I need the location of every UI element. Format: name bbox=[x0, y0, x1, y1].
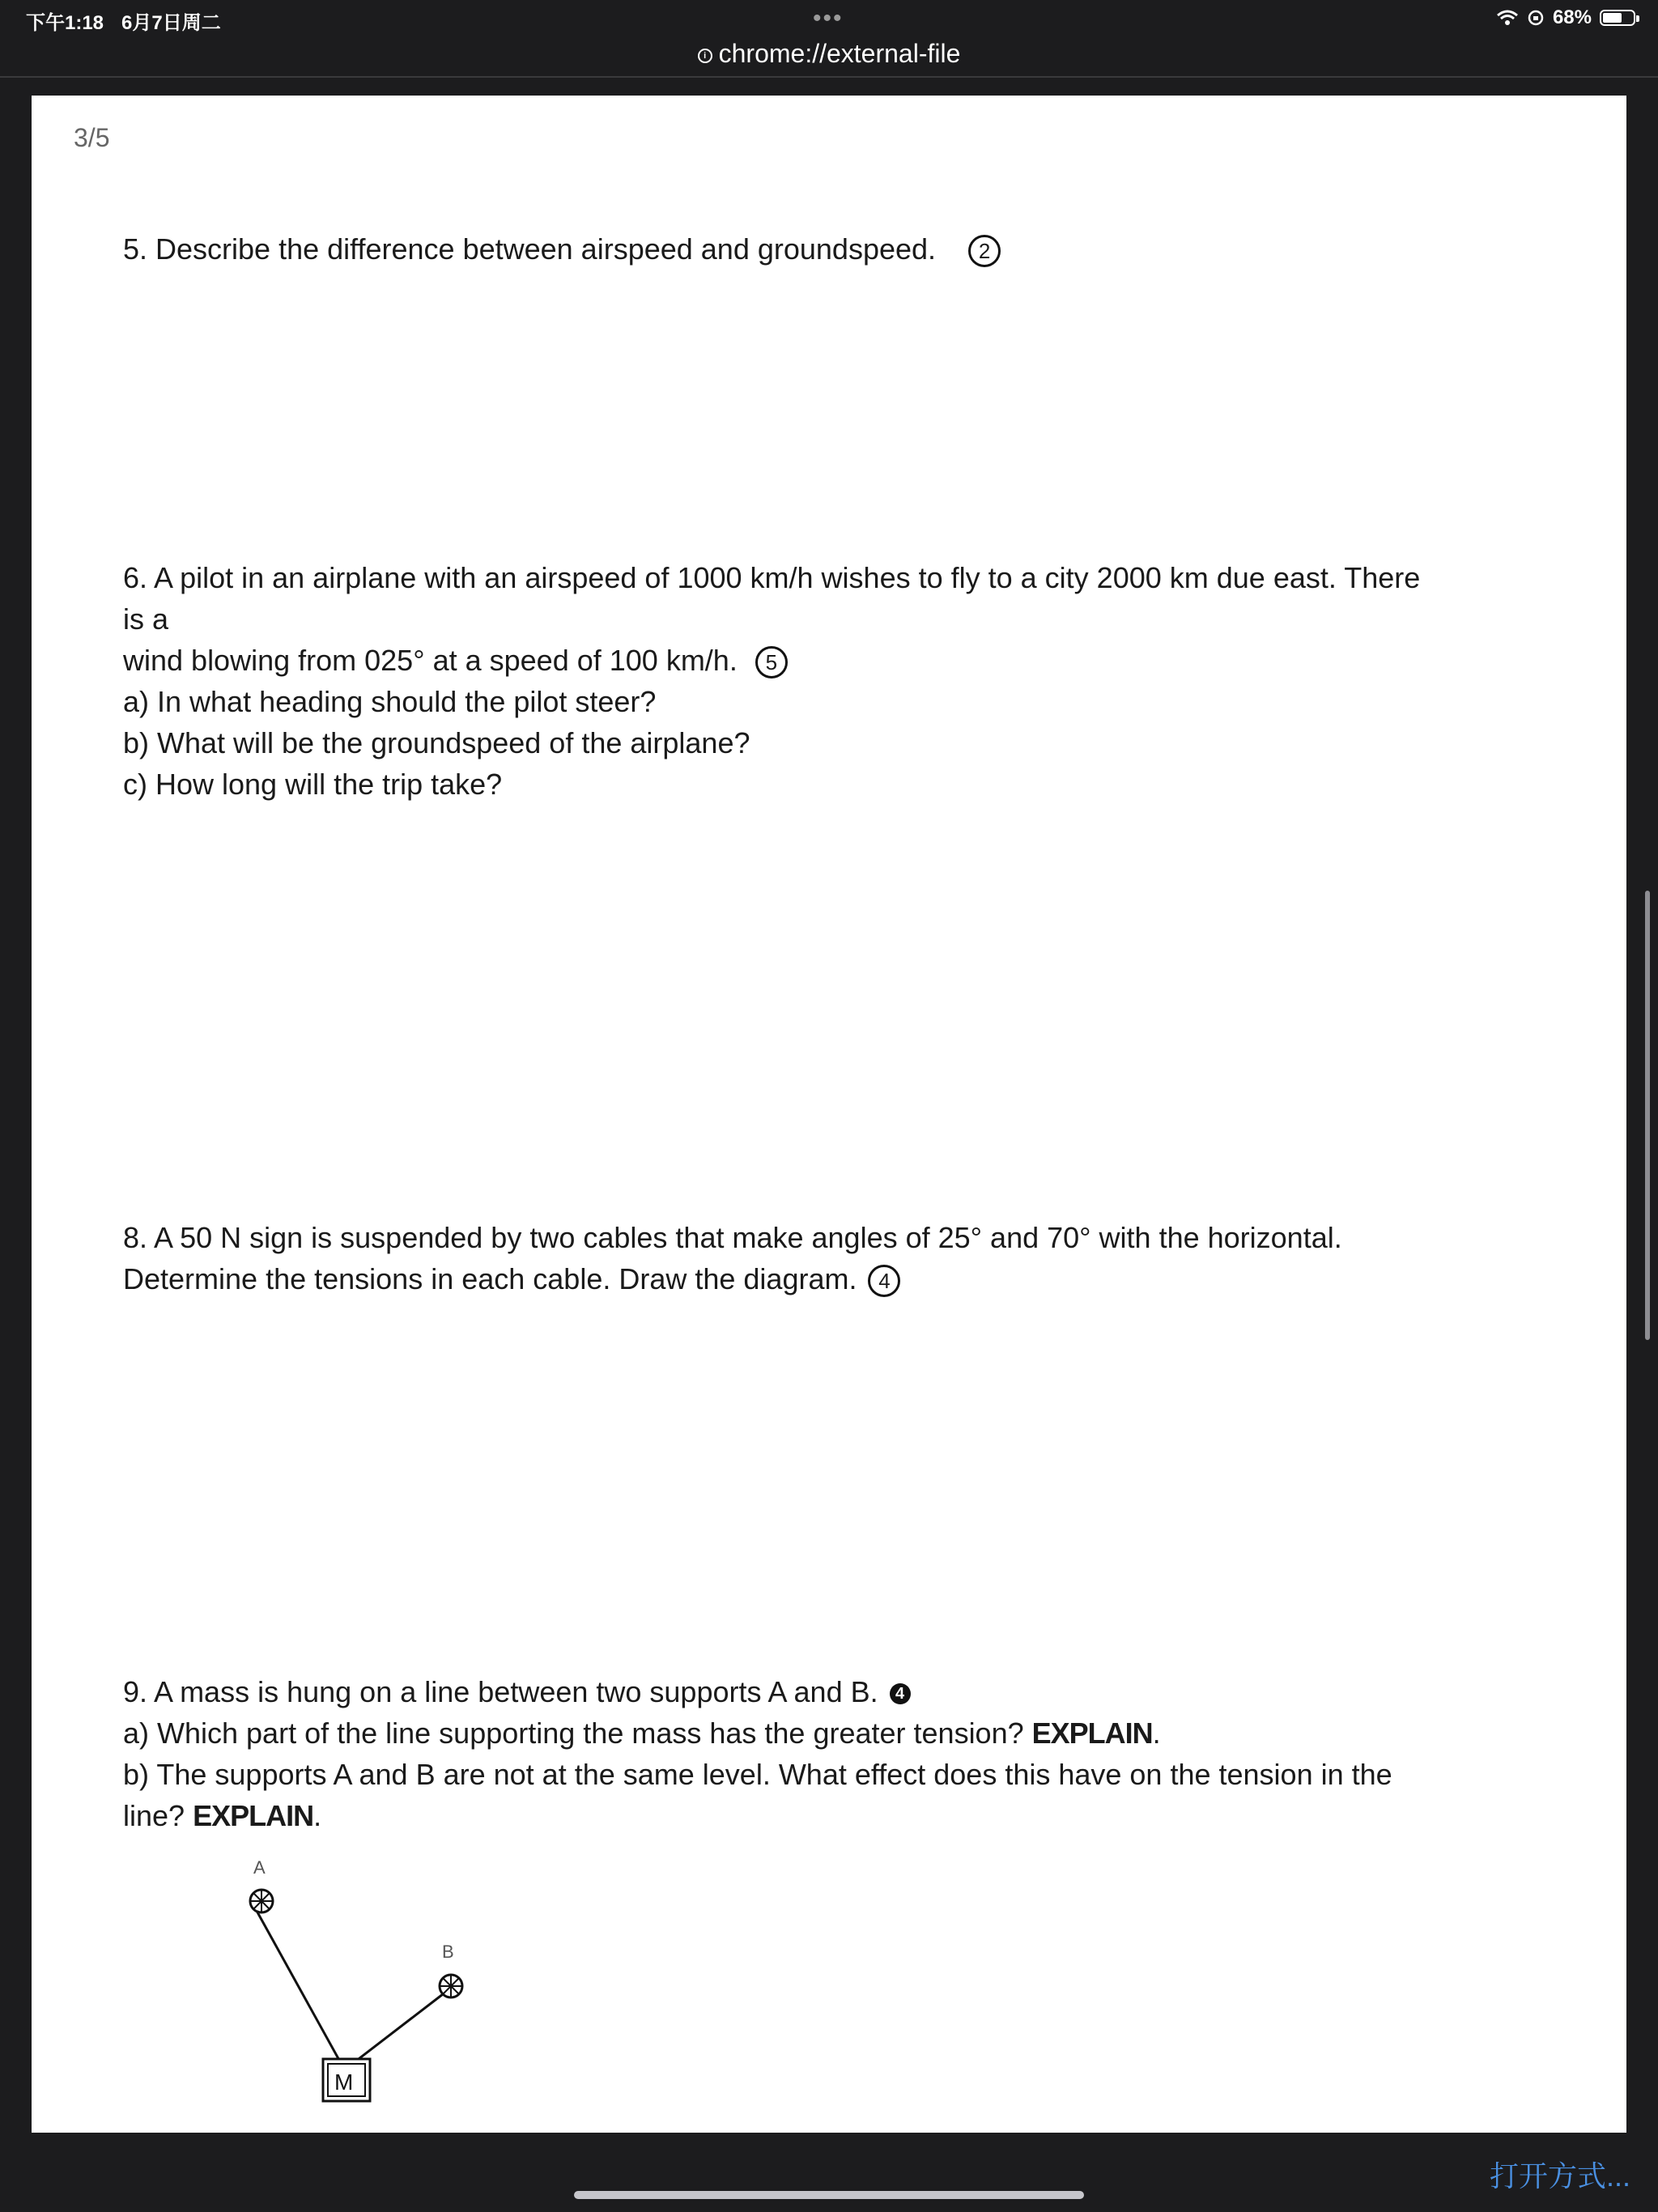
question-8 bbox=[123, 1217, 1342, 1300]
question-6-line: 6. A pilot in an airplane with an airspeed of 1000 km/h wishes to fly to a city 2000 km due east. There bbox=[123, 561, 1421, 594]
home-indicator[interactable] bbox=[574, 2191, 1084, 2199]
mass-block bbox=[323, 2059, 370, 2101]
question-6-part-c: c) How long will the trip take? bbox=[123, 768, 503, 801]
question-6-line: is a bbox=[123, 602, 169, 636]
marks-badge: 4 bbox=[868, 1265, 900, 1297]
battery-cap bbox=[1636, 15, 1639, 22]
question-9 bbox=[123, 1671, 1392, 1836]
lock-rotation-icon bbox=[1527, 9, 1545, 27]
marks-badge: 4 bbox=[890, 1683, 911, 1704]
question-6-part-b: b) What will be the groundspeed of the airplane? bbox=[123, 726, 750, 759]
question-6 bbox=[123, 557, 1420, 805]
support-a bbox=[250, 1890, 273, 1912]
marks-badge: 5 bbox=[755, 646, 788, 678]
toolbar-divider bbox=[0, 76, 1658, 78]
battery-fill bbox=[1603, 13, 1622, 23]
question-6-line: wind blowing from 025° at a speed of 100 km/h. 5 bbox=[123, 640, 1420, 681]
question-8-line: Determine the tensions in each cable. Draw the diagram. 4 bbox=[123, 1258, 1342, 1300]
url-text: chrome://external-file bbox=[718, 39, 961, 68]
bottom-toolbar bbox=[0, 2133, 1658, 2212]
info-icon[interactable]: i bbox=[698, 49, 712, 63]
scrollbar[interactable] bbox=[1645, 891, 1650, 1340]
mass-label: M bbox=[334, 2069, 354, 2095]
question-5-text: 5. Describe the difference between airspeed and groundspeed. bbox=[123, 232, 937, 266]
marks-badge: 2 bbox=[968, 235, 1001, 267]
question-9-part-b: b) The supports A and B are not at the same level. What effect does this have on the tension in the bbox=[123, 1758, 1392, 1791]
cable-b bbox=[355, 1994, 443, 2061]
question-9-part-b-cont: line? EXPLAIN. bbox=[123, 1799, 322, 1832]
cable-a bbox=[257, 1911, 341, 2063]
question-8-line: 8. A 50 N sign is suspended by two cables that make angles of 25° and 70° with the horizontal. bbox=[123, 1221, 1342, 1254]
battery-percent: 68% bbox=[1552, 6, 1592, 28]
more-menu-icon[interactable]: ••• bbox=[813, 5, 844, 32]
url-bar[interactable] bbox=[0, 32, 1658, 74]
question-9-part-a: a) Which part of the line supporting the mass has the greater tension? EXPLAIN. bbox=[123, 1716, 1161, 1750]
page-indicator: 3/5 bbox=[74, 123, 110, 152]
support-b-label: B bbox=[442, 1942, 454, 1962]
wifi-icon bbox=[1496, 9, 1519, 27]
support-b bbox=[440, 1975, 462, 1997]
status-date: 6月7日周二 bbox=[121, 12, 221, 34]
battery-icon bbox=[1600, 10, 1635, 26]
pdf-page[interactable] bbox=[32, 96, 1626, 2133]
status-indicators bbox=[1496, 6, 1635, 29]
question-9-line: 9. A mass is hung on a line between two supports A and B. 4 bbox=[123, 1671, 1392, 1712]
status-time: 下午1:18 bbox=[26, 12, 104, 34]
question-6-part-a: a) In what heading should the pilot steer? bbox=[123, 685, 657, 718]
open-with-button[interactable]: 打开方式... bbox=[1489, 2159, 1630, 2193]
question-5 bbox=[123, 228, 1001, 270]
support-a-label: A bbox=[253, 1857, 266, 1878]
